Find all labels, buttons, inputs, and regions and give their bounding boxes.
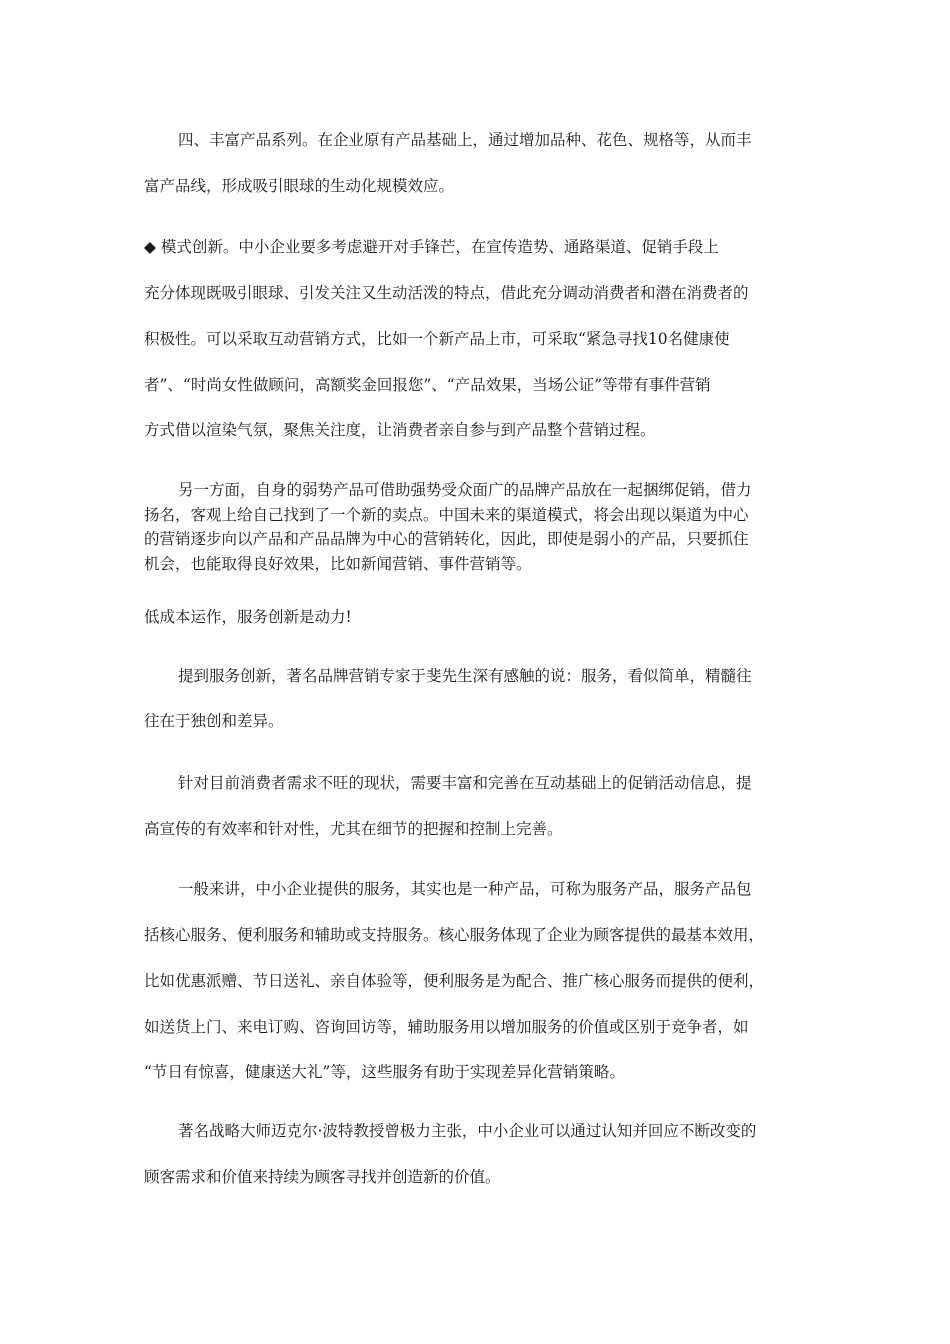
heading-text: 低成本运作，服务创新是动力! [144,608,352,626]
paragraph-line: 一般来讲，中小企业提供的服务，其实也是一种产品，可称为服务产品，服务产品包 [178,880,752,898]
paragraph-line: 机会，也能取得良好效果，比如新闻营销、事件营销等。 [144,555,532,573]
paragraph-line: 方式借以渲染气氛，聚焦关注度，让消费者亲自参与到产品整个营销过程。 [144,421,656,439]
paragraph-line: 著名战略大师迈克尔·波特教授曾极力主张，中小企业可以通过认知并回应不断改变的 [178,1122,757,1140]
paragraph-line: 积极性。可以采取互动营销方式，比如一个新产品上市，可采取“紧急寻找10名健康使 [144,330,730,348]
paragraph-line: 比如优惠派赠、节日送礼、亲自体验等，便利服务是为配合、推广核心服务而提供的便利， [144,972,765,990]
paragraph-line: 高宣传的有效率和针对性，尤其在细节的把握和控制上完善。 [144,820,563,838]
paragraph-line: 充分体现既吸引眼球、引发关注又生动活泼的特点，借此充分调动消费者和潜在消费者的 [144,284,749,302]
paragraph-line: 往在于独创和差异。 [144,712,284,730]
paragraph-line: 提到服务创新，著名品牌营销专家于斐先生深有感触的说：服务，看似简单，精髓往 [178,667,752,685]
paragraph-line: 如送货上门、来电订购、咨询回访等，辅助服务用以增加服务的价值或区别于竞争者，如 [144,1018,749,1036]
paragraph-line: 富产品线，形成吸引眼球的生动化规模效应。 [144,177,455,195]
paragraph-line: 顾客需求和价值来持续为顾客寻找并创造新的价值。 [144,1168,501,1186]
paragraph-line: 另一方面，自身的弱势产品可借助强势受众面广的品牌产品放在一起捆绑促销，借力 [178,481,752,499]
paragraph-line: “节日有惊喜，健康送大礼”等，这些服务有助于实现差异化营销策略。 [144,1063,625,1081]
paragraph-line: 括核心服务、便利服务和辅助或支持服务。核心服务体现了企业为顾客提供的最基本效用， [144,926,765,944]
paragraph-line: 四、丰富产品系列。在企业原有产品基础上，通过增加品种、花色、规格等，从而丰 [178,131,752,149]
paragraph-line: 的营销逐步向以产品和产品品牌为中心的营销转化，因此，即使是弱小的产品，只要抓住 [144,530,749,548]
paragraph-line: 针对目前消费者需求不旺的现状，需要丰富和完善在互动基础上的促销活动信息，提 [178,774,752,792]
paragraph-line: 扬名，客观上给自己找到了一个新的卖点。中国未来的渠道模式，将会出现以渠道为中心 [144,506,749,524]
paragraph-line: ◆ 模式创新。中小企业要多考虑避开对手锋芒，在宣传造势、通路渠道、促销手段上 [144,238,719,256]
paragraph-line: 者”、“时尚女性做顾问，高额奖金回报您”、“产品效果，当场公证”等带有事件营销 [144,376,711,394]
